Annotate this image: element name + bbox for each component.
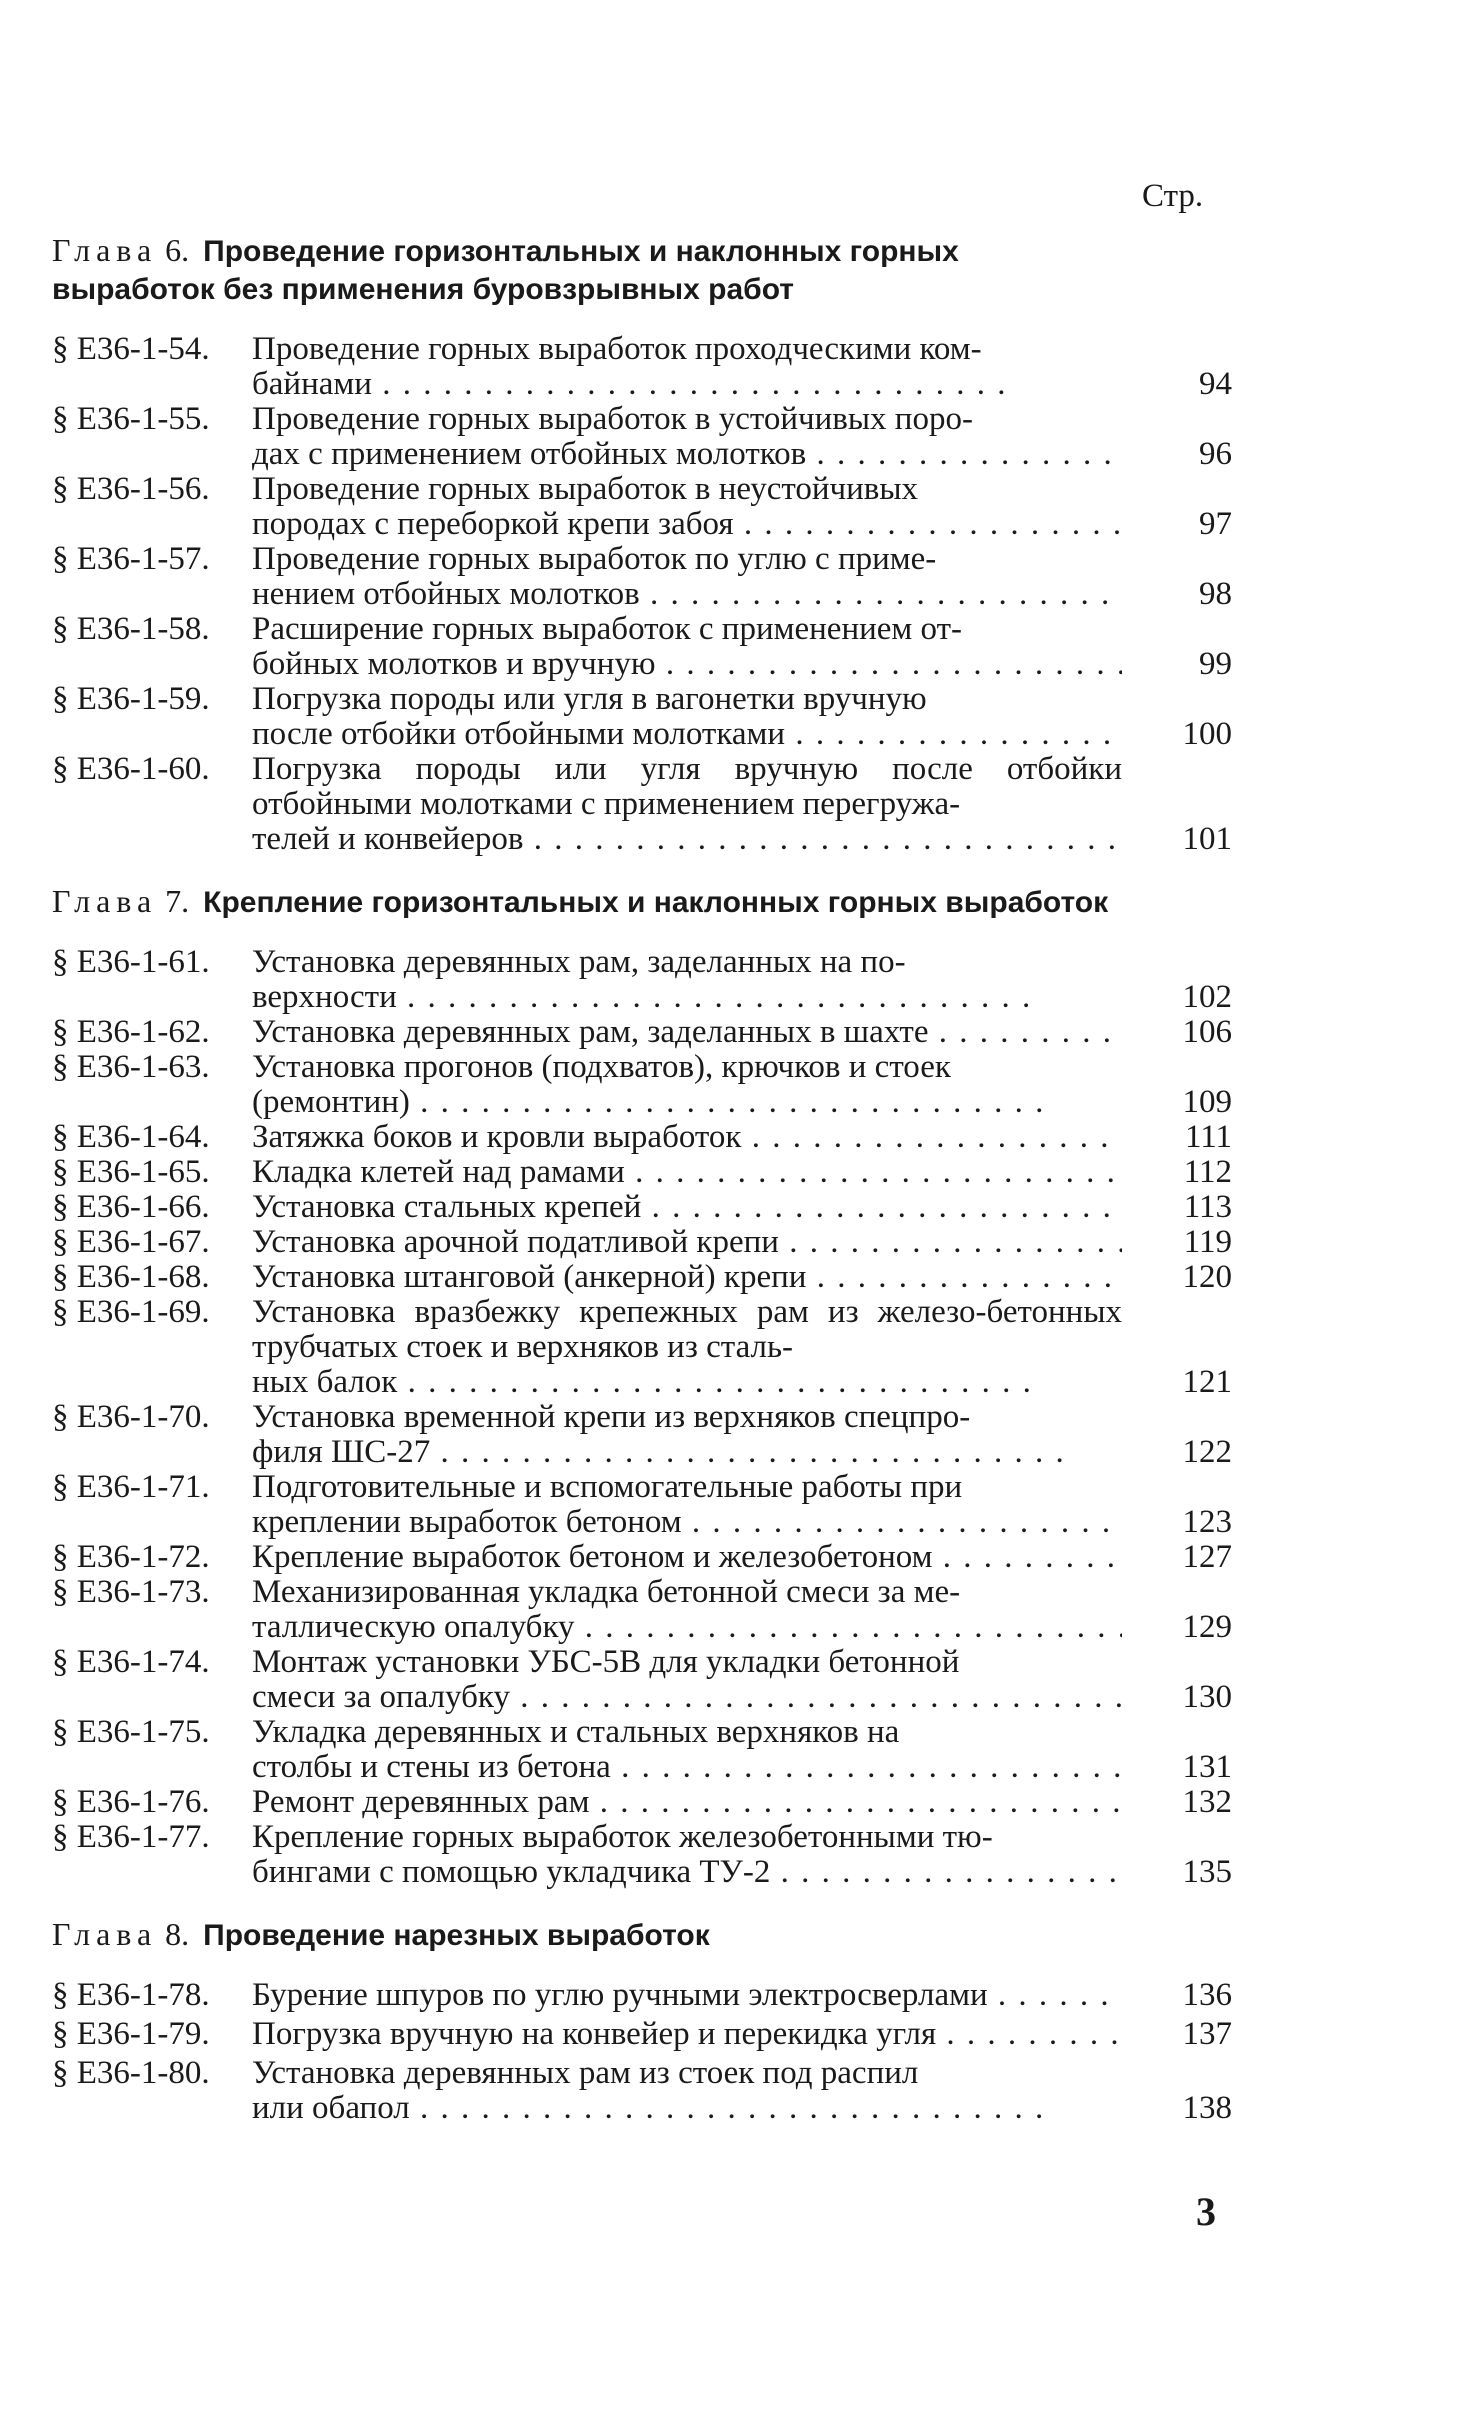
page-ref: 94 [1199,366,1232,402]
chapter-8 [52,1916,1232,2126]
section-title [252,1400,1122,1470]
section-title [252,1120,1122,1155]
section-title [252,1225,1122,1260]
page-ref: 98 [1199,576,1232,612]
section-code: § Е36-1-64. [52,1119,210,1155]
toc-entry[interactable] [52,1978,1232,2013]
section-code: § Е36-1-54. [52,331,210,367]
section-code: § Е36-1-75. [52,1714,210,1750]
section-title-tail: Бурение шпуров по углю ручными электросверлами . . [252,1978,1122,2013]
toc-entry[interactable] [52,1715,1232,1785]
toc-entry[interactable] [52,945,1232,1015]
page-ref: 135 [1182,1854,1232,1890]
section-title-tail: Установка арочной податливой крепи . . [252,1225,1122,1260]
section-code: § Е36-1-68. [52,1259,210,1295]
toc-entry[interactable] [52,1645,1232,1715]
page-ref: 113 [1183,1189,1232,1225]
toc-entry[interactable] [52,1785,1232,1820]
section-title [252,1820,1122,1890]
section-title-head: Крепление горных выработок железобетонными тю- [252,1820,993,1855]
section-code: § Е36-1-56. [52,471,210,507]
section-title-tail: верхности . . [252,980,1122,1015]
page-ref: 132 [1182,1784,1232,1820]
section-title [252,1050,1122,1120]
section-title [252,332,1122,402]
page-ref: 109 [1182,1084,1232,1120]
chapter-7 [52,883,1232,1890]
section-title-tail: столбы и стены из бетона . . [252,1750,1122,1785]
toc-entry[interactable] [52,1120,1232,1155]
chapter-label: Глава [52,232,158,268]
section-title-tail: после отбойки отбойными молотками . . [252,717,1122,752]
section-code: § Е36-1-60. [52,751,210,787]
page-ref: 100 [1182,716,1232,752]
toc-entry[interactable] [52,1540,1232,1575]
section-code: § Е36-1-71. [52,1469,210,1505]
section-title-head: Установка прогонов (подхватов), крючков и стоек [252,1050,951,1085]
toc-entry[interactable] [52,1820,1232,1890]
section-title-tail: или обапол . . [252,2091,1122,2126]
section-title-head: Установка временной крепи из верхняков спецпро- [252,1400,971,1435]
page-ref: 123 [1182,1504,1232,1540]
section-title-tail: ных балок . . [252,1365,1122,1400]
table-of-contents [52,232,1232,2152]
chapter-title-text: Проведение горизонтальных и наклонных горных выработок без применения буровзрывных работ [52,235,959,306]
page-ref: 112 [1183,1154,1232,1190]
page-ref: 137 [1182,2016,1232,2052]
toc-entry[interactable] [52,1575,1232,1645]
section-title-head: Проведение горных выработок проходческими ком- [252,332,982,367]
section-title-tail: Затяжка боков и кровли выработок . . [252,1120,1122,1155]
section-code: § Е36-1-70. [52,1399,210,1435]
toc-entry[interactable] [52,402,1232,472]
section-code: § Е36-1-76. [52,1784,210,1820]
section-code: § Е36-1-80. [52,2055,210,2091]
page-ref: 96 [1199,436,1232,472]
section-title-tail: бойных молотков и вручную . . [252,647,1122,682]
section-title-tail: Установка деревянных рам, заделанных в шахте . . [252,1015,1122,1050]
toc-entry[interactable] [52,1260,1232,1295]
section-title-tail: Установка штанговой (анкерной) крепи . . [252,1260,1122,1295]
chapter-label: Глава [52,883,158,919]
section-title [252,1295,1122,1400]
section-code: § Е36-1-77. [52,1819,210,1855]
section-title-head: Установка деревянных рам, заделанных на по- [252,945,906,980]
section-title-tail: байнами . . [252,367,1122,402]
toc-entry[interactable] [52,1295,1232,1400]
section-code: § Е36-1-66. [52,1189,210,1225]
section-title-tail: породах с переборкой крепи забоя . . [252,507,1122,542]
toc-entry[interactable] [52,1470,1232,1540]
section-title [252,682,1122,752]
page-column-header: Стр. [1142,178,1204,214]
section-title-tail: Кладка клетей над рамами . . [252,1155,1122,1190]
page-ref: 130 [1182,1679,1232,1715]
page-ref: 111 [1184,1119,1232,1155]
section-title [252,612,1122,682]
chapter-heading [52,1916,1122,1954]
section-code: § Е36-1-74. [52,1644,210,1680]
page-ref: 129 [1182,1609,1232,1645]
page-ref: 119 [1183,1224,1232,1260]
section-title [252,1645,1122,1715]
section-title-tail: Установка стальных крепей . . [252,1190,1122,1225]
section-title-tail: нением отбойных молотков . . [252,577,1122,612]
page-ref: 97 [1199,506,1232,542]
page-ref: 131 [1182,1749,1232,1785]
page-ref: 99 [1199,646,1232,682]
chapter-heading [52,232,1122,308]
page-ref: 136 [1182,1977,1232,2013]
toc-entry[interactable] [52,472,1232,542]
section-code: § Е36-1-61. [52,944,210,980]
chapter-number: 8. [165,1916,190,1952]
section-code: § Е36-1-72. [52,1539,210,1575]
section-title [252,1470,1122,1540]
section-title [252,1575,1122,1645]
page-ref: 127 [1182,1539,1232,1575]
section-title-tail: дах с применением отбойных молотков . . [252,437,1122,472]
section-code: § Е36-1-67. [52,1224,210,1260]
page-ref: 138 [1182,2090,1232,2126]
page-ref: 102 [1182,979,1232,1015]
section-title-head: Укладка деревянных и стальных верхняков на [252,1715,900,1750]
section-code: § Е36-1-63. [52,1049,210,1085]
page-ref: 121 [1182,1364,1232,1400]
section-title [252,2056,1122,2126]
chapter-number: 6. [165,232,190,268]
section-title-tail: таллическую опалубку . . [252,1610,1122,1645]
section-code: § Е36-1-69. [52,1294,210,1330]
section-title-head: Расширение горных выработок с применением от- [252,612,963,647]
page-ref: 101 [1182,821,1232,857]
toc-entry[interactable] [52,2017,1232,2052]
toc-entry[interactable] [52,332,1232,402]
section-title-tail: телей и конвейеров . . [252,822,1122,857]
section-title-tail: Ремонт деревянных рам . . [252,1785,1122,1820]
section-code: § Е36-1-78. [52,1977,210,2013]
chapter-number: 7. [165,883,190,919]
toc-entry[interactable] [52,682,1232,752]
section-code: § Е36-1-62. [52,1014,210,1050]
section-title-tail: (ремонтин) . . [252,1085,1122,1120]
toc-entry[interactable] [52,1225,1232,1260]
section-title-head: Проведение горных выработок по углю с приме- [252,542,937,577]
toc-entry[interactable] [52,1400,1232,1470]
section-title-tail: филя ШС-27 . . [252,1435,1122,1470]
section-code: § Е36-1-59. [52,681,210,717]
section-title [252,1540,1122,1575]
section-title-tail: бингами с помощью укладчика ТУ-2 . . [252,1855,1122,1890]
section-title-tail: Погрузка вручную на конвейер и перекидка угля . . [252,2017,1122,2052]
section-code: § Е36-1-65. [52,1154,210,1190]
toc-entry[interactable] [52,752,1232,857]
chapter-title-text: Проведение нарезных выработок [203,1919,710,1952]
section-title [252,752,1122,857]
chapter-label: Глава [52,1916,158,1952]
section-title [252,2017,1122,2052]
section-title [252,402,1122,472]
section-title-head: Монтаж установки УБС-5В для укладки бетонной [252,1645,960,1680]
section-title-head: Механизированная укладка бетонной смеси за ме- [252,1575,961,1610]
section-title-tail: смеси за опалубку . . [252,1680,1122,1715]
section-title-tail: Крепление выработок бетоном и железобетоном . . [252,1540,1122,1575]
toc-entry[interactable] [52,1190,1232,1225]
section-title-head: Установка деревянных рам из стоек под распил [252,2056,919,2091]
section-title [252,472,1122,542]
section-code: § Е36-1-55. [52,401,210,437]
chapter-heading [52,883,1122,921]
section-title [252,1015,1122,1050]
page-number: 3 [1196,2189,1216,2234]
section-title-head: Проведение горных выработок в неустойчивых [252,472,919,507]
section-title [252,1260,1122,1295]
section-title [252,542,1122,612]
section-title-head: Погрузка породы или угля вручную после отбойки отбойными молотками с применением перегружа- [252,752,1122,822]
page-ref: 120 [1182,1259,1232,1295]
section-title [252,1190,1122,1225]
section-title [252,1978,1122,2013]
section-title [252,1715,1122,1785]
chapter-6 [52,232,1232,857]
section-title-head: Проведение горных выработок в устойчивых поро- [252,402,973,437]
toc-entry[interactable] [52,612,1232,682]
section-title-head: Подготовительные и вспомогательные работы при [252,1470,963,1505]
toc-entry[interactable] [52,2056,1232,2126]
page-ref: 122 [1182,1434,1232,1470]
section-title-head: Погрузка породы или угля в вагонетки вручную [252,682,927,717]
section-code: § Е36-1-79. [52,2016,210,2052]
section-title [252,945,1122,1015]
toc-entry[interactable] [52,1155,1232,1190]
toc-entry[interactable] [52,542,1232,612]
section-code: § Е36-1-73. [52,1574,210,1610]
section-code: § Е36-1-57. [52,541,210,577]
section-code: § Е36-1-58. [52,611,210,647]
toc-entry[interactable] [52,1015,1232,1050]
section-title-tail: креплении выработок бетоном . . [252,1505,1122,1540]
section-title [252,1785,1122,1820]
page-ref: 106 [1182,1014,1232,1050]
section-title-head: Установка вразбежку крепежных рам из железо-бетонных трубчатых стоек и верхняков из сталь- [252,1295,1122,1365]
chapter-title-text: Крепление горизонтальных и наклонных горных выработок [203,886,1109,919]
toc-entry[interactable] [52,1050,1232,1120]
section-title [252,1155,1122,1190]
